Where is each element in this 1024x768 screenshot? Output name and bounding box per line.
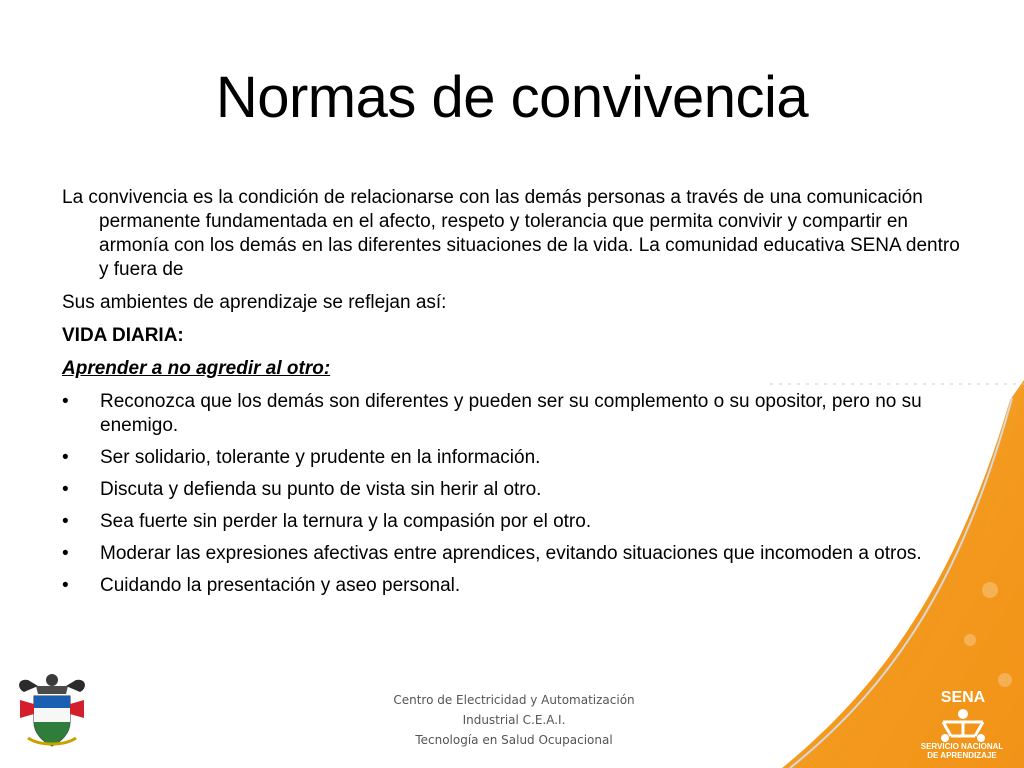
sena-logo-text: SENA — [940, 689, 986, 706]
intro-paragraph: La convivencia es la condición de relacionarse con las demás personas a través de una comunicación permanente fundamentada en el afecto, respeto y tolerancia que permita convivir y compartir en armonía con los demás en las diferentes situaciones de la vida. La comunidad educativa SENA dentro y fuera de — [62, 187, 960, 280]
bullet-text: Discuta y defienda su punto de vista sin herir al otro. — [100, 479, 542, 500]
footer — [354, 690, 674, 750]
bullet-text: Ser solidario, tolerante y prudente en la información. — [100, 447, 541, 468]
sena-caption-line-2: DE APRENDIZAJE — [927, 751, 997, 760]
environments-line: Sus ambientes de aprendizaje se reflejan así: — [62, 292, 447, 313]
list-item — [62, 574, 967, 598]
bullet-icon: • — [62, 511, 69, 532]
bullet-icon: • — [62, 391, 69, 412]
bullet-icon: • — [62, 447, 69, 468]
subheading: Aprender a no agredir al otro: — [62, 358, 331, 379]
list-item — [62, 510, 967, 534]
footer-line-3: Tecnología en Salud Ocupacional — [415, 733, 613, 747]
colombia-coat-of-arms-icon — [14, 670, 90, 750]
slide-body — [62, 186, 967, 606]
footer-line-1: Centro de Electricidad y Automatización — [393, 693, 635, 707]
bullet-text: Sea fuerte sin perder la ternura y la compasión por el otro. — [100, 511, 592, 532]
sena-caption — [900, 742, 1024, 760]
sena-caption-line-1: SERVICIO NACIONAL — [920, 742, 1004, 751]
bullet-icon: • — [62, 543, 69, 564]
list-item — [62, 542, 967, 566]
footer-line-2: Industrial C.E.A.I. — [462, 713, 566, 727]
slide-title: Normas de convivencia — [215, 65, 809, 130]
bullet-text: Reconozca que los demás son diferentes y pueden ser su complemento o su opositor, pero no su enemigo. — [100, 391, 922, 436]
bullet-text: Cuidando la presentación y aseo personal. — [100, 575, 461, 596]
bullet-text: Moderar las expresiones afectivas entre aprendices, evitando situaciones que incomoden a otros. — [100, 543, 922, 564]
bullet-icon: • — [62, 575, 69, 596]
bullet-list — [62, 390, 967, 598]
list-item — [62, 390, 967, 438]
bullet-icon: • — [62, 479, 69, 500]
section-heading: VIDA DIARIA: — [62, 325, 184, 346]
list-item — [62, 446, 967, 470]
list-item — [62, 478, 967, 502]
